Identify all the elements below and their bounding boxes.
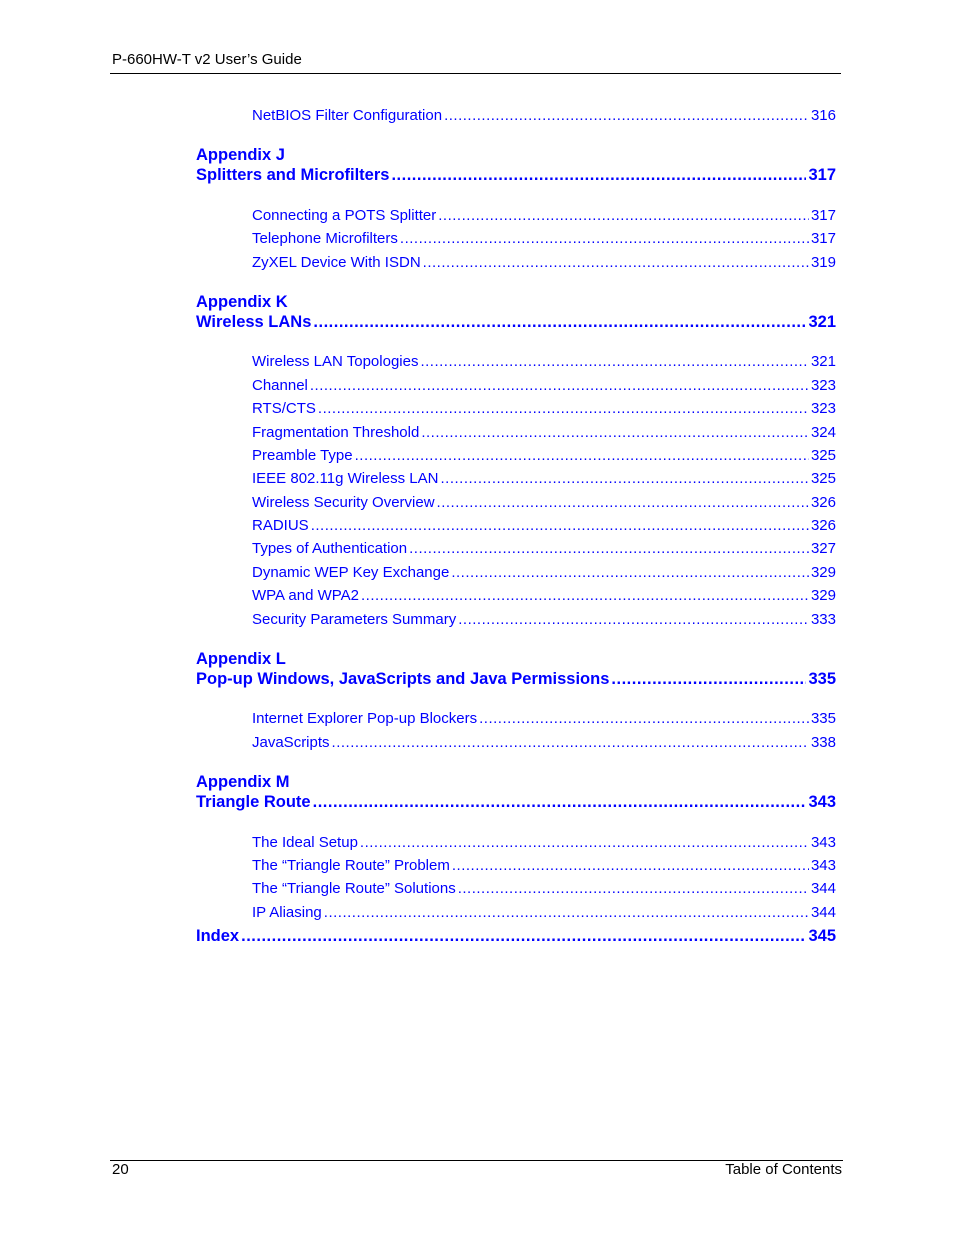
dot-leader (361, 587, 809, 604)
dot-leader (355, 447, 809, 464)
toc-entry-title: IP Aliasing (252, 904, 322, 921)
toc-chapter-title: Splitters and Microfilters (196, 166, 390, 184)
toc-entry-page: 338 (810, 734, 836, 751)
toc-entry-title: Wireless Security Overview (252, 494, 435, 511)
toc-entry-page: 323 (810, 400, 836, 417)
toc-entry-title: The “Triangle Route” Problem (252, 857, 450, 874)
toc-entry-page: 324 (810, 424, 836, 441)
toc-entry-netbios-filter-configuration[interactable] (252, 107, 836, 124)
toc-entry-title: Fragmentation Threshold (252, 424, 420, 441)
toc-entry-title: Connecting a POTS Splitter (252, 207, 437, 224)
toc-entry-page: 325 (810, 447, 836, 464)
dot-leader (451, 564, 809, 581)
dot-leader (360, 834, 809, 851)
toc-entry-title: JavaScripts (252, 734, 330, 751)
toc-entry-title: WPA and WPA2 (252, 587, 359, 604)
toc-entry-wpa-and-wpa2[interactable] (252, 587, 836, 604)
toc-entry-title: Dynamic WEP Key Exchange (252, 564, 450, 581)
toc-chapter-page: 321 (808, 313, 836, 331)
toc-chapter-index[interactable] (196, 927, 836, 946)
dot-leader (332, 734, 809, 751)
dot-leader (409, 540, 809, 557)
appendix-k-label[interactable]: Appendix K (196, 293, 288, 311)
toc-entry-zyxel-device-with-isdn[interactable] (252, 254, 836, 271)
toc-entry-preamble-type[interactable] (252, 447, 836, 464)
toc-chapter-title: Pop-up Windows, JavaScripts and Java Permissions (196, 670, 610, 688)
dot-leader (438, 207, 809, 224)
dot-leader (440, 470, 808, 487)
appendix-l-label[interactable]: Appendix L (196, 650, 286, 668)
toc-entry-triangle-route-problem[interactable] (252, 857, 836, 874)
dot-leader (458, 611, 809, 628)
toc-entry-page: 317 (810, 230, 836, 247)
toc-entry-the-ideal-setup[interactable] (252, 834, 836, 851)
toc-chapter-page: 317 (808, 166, 836, 184)
toc-chapter-title: Index (196, 927, 240, 945)
dot-leader (458, 880, 809, 897)
toc-entry-page: 326 (810, 494, 836, 511)
toc-entry-types-of-authentication[interactable] (252, 540, 836, 557)
dot-leader (241, 927, 806, 946)
appendix-m-label[interactable]: Appendix M (196, 773, 290, 791)
toc-chapter-triangle-route[interactable] (196, 793, 836, 812)
dot-leader (391, 166, 806, 185)
toc-entry-rts-cts[interactable] (252, 400, 836, 417)
toc-entry-radius[interactable] (252, 517, 836, 534)
dot-leader (421, 424, 809, 441)
toc-entry-javascripts[interactable] (252, 734, 836, 751)
toc-entry-title: RADIUS (252, 517, 309, 534)
toc-entry-page: 316 (810, 107, 836, 124)
toc-entry-telephone-microfilters[interactable] (252, 230, 836, 247)
toc-chapter-splitters-and-microfilters[interactable] (196, 166, 836, 185)
dot-leader (318, 400, 809, 417)
dot-leader (437, 494, 809, 511)
toc-entry-page: 344 (810, 904, 836, 921)
toc-entry-page: 326 (810, 517, 836, 534)
dot-leader (313, 793, 807, 812)
appendix-j-label[interactable]: Appendix J (196, 146, 285, 164)
dot-leader (479, 710, 809, 727)
dot-leader (313, 313, 806, 332)
toc-entry-title: NetBIOS Filter Configuration (252, 107, 443, 124)
toc-chapter-title: Triangle Route (196, 793, 311, 811)
toc-chapter-wireless-lans[interactable] (196, 313, 836, 332)
toc-entry-fragmentation-threshold[interactable] (252, 424, 836, 441)
toc-entry-page: 343 (810, 834, 836, 851)
dot-leader (444, 107, 809, 124)
footer-section-title: Table of Contents (725, 1161, 842, 1178)
toc-entry-title: The Ideal Setup (252, 834, 358, 851)
toc-chapter-page: 343 (808, 793, 836, 811)
toc-entry-title: Types of Authentication (252, 540, 408, 557)
toc-entry-title: Channel (252, 377, 308, 394)
toc-entry-title: RTS/CTS (252, 400, 316, 417)
toc-entry-ieee-80211g-wireless-lan[interactable] (252, 470, 836, 487)
toc-entry-connecting-pots-splitter[interactable] (252, 207, 836, 224)
toc-entry-wireless-lan-topologies[interactable] (252, 353, 836, 370)
toc-entry-title: IEEE 802.11g Wireless LAN (252, 470, 439, 487)
toc-entry-triangle-route-solutions[interactable] (252, 880, 836, 897)
toc-entry-title: Preamble Type (252, 447, 353, 464)
page-number: 20 (112, 1161, 129, 1178)
document-title: P-660HW-T v2 User’s Guide (112, 51, 302, 68)
dot-leader (310, 377, 809, 394)
toc-entry-page: 333 (810, 611, 836, 628)
toc-entry-title: Telephone Microfilters (252, 230, 398, 247)
dot-leader (420, 353, 809, 370)
toc-entry-title: The “Triangle Route” Solutions (252, 880, 456, 897)
dot-leader (452, 857, 809, 874)
toc-chapter-page: 335 (808, 670, 836, 688)
dot-leader (311, 517, 809, 534)
toc-entry-channel[interactable] (252, 377, 836, 394)
dot-leader (400, 230, 809, 247)
toc-entry-title: Internet Explorer Pop-up Blockers (252, 710, 478, 727)
toc-entry-page: 343 (810, 857, 836, 874)
toc-chapter-popup-windows-javascripts-java[interactable] (196, 670, 836, 689)
toc-entry-title: Wireless LAN Topologies (252, 353, 419, 370)
toc-entry-security-parameters-summary[interactable] (252, 611, 836, 628)
toc-entry-page: 325 (810, 470, 836, 487)
dot-leader (324, 904, 809, 921)
toc-entry-title: ZyXEL Device With ISDN (252, 254, 421, 271)
toc-entry-title: Security Parameters Summary (252, 611, 457, 628)
toc-entry-page: 329 (810, 564, 836, 581)
toc-entry-page: 323 (810, 377, 836, 394)
toc-entry-ip-aliasing[interactable] (252, 904, 836, 921)
toc-entry-wireless-security-overview[interactable] (252, 494, 836, 511)
dot-leader (611, 670, 806, 689)
toc-entry-page: 329 (810, 587, 836, 604)
toc-chapter-title: Wireless LANs (196, 313, 312, 331)
toc-entry-page: 335 (810, 710, 836, 727)
toc-entry-page: 319 (810, 254, 836, 271)
toc-entry-page: 327 (810, 540, 836, 557)
toc-entry-dynamic-wep-key-exchange[interactable] (252, 564, 836, 581)
toc-entry-page: 321 (810, 353, 836, 370)
toc-entry-page: 317 (810, 207, 836, 224)
toc-chapter-page: 345 (808, 927, 836, 945)
toc-entry-internet-explorer-popup-blockers[interactable] (252, 710, 836, 727)
toc-entry-page: 344 (810, 880, 836, 897)
dot-leader (423, 254, 809, 271)
